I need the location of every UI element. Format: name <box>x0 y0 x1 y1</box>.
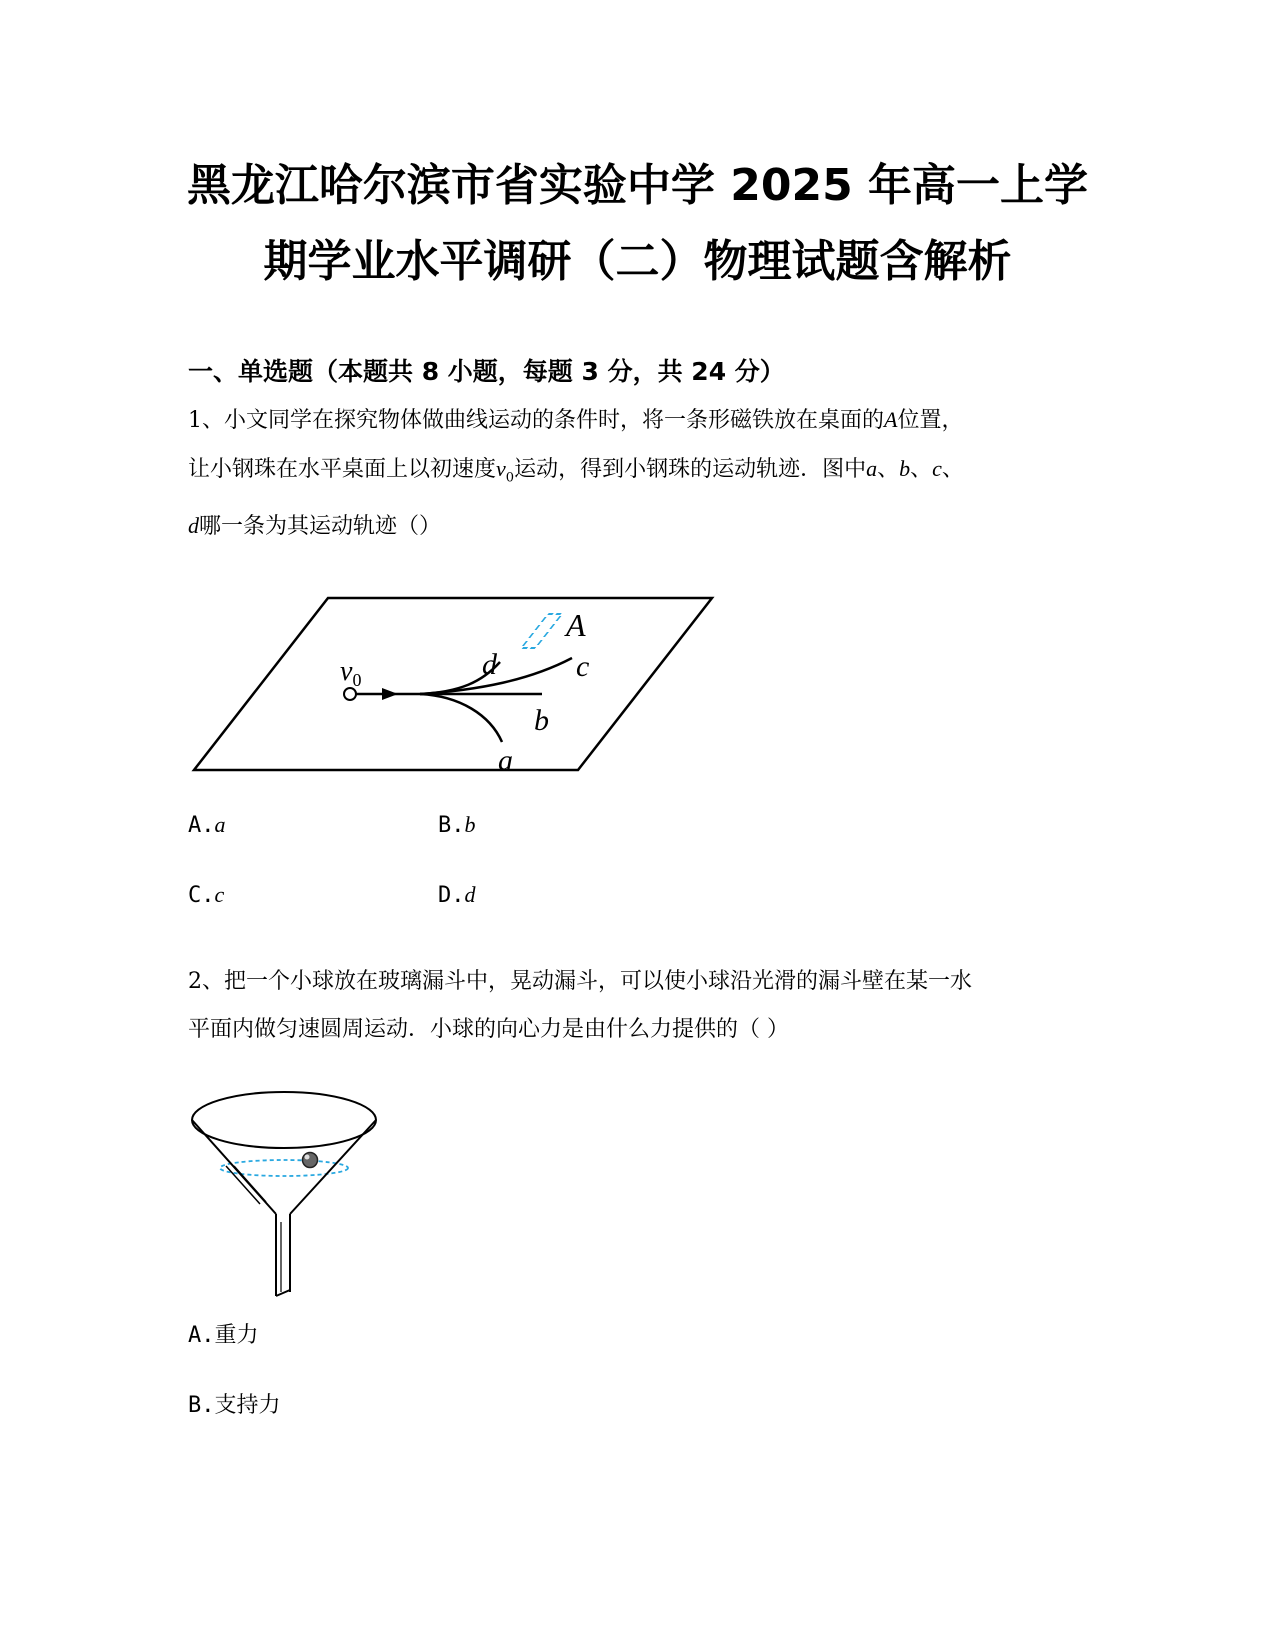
ball <box>303 1153 318 1168</box>
q2-option-b[interactable]: B.支持力 <box>188 1393 281 1418</box>
trajectory-a <box>420 694 502 742</box>
q2-option-a[interactable]: A.重力 <box>188 1323 259 1348</box>
title-line-2: 期学业水平调研（二）物理试题含解析 <box>263 236 1012 287</box>
ball-shine <box>305 1155 310 1160</box>
question-1-text <box>188 396 1088 551</box>
q1-option-c[interactable]: C.c <box>188 882 225 908</box>
magnet-outline <box>521 614 562 648</box>
funnel-rim <box>192 1092 376 1148</box>
q1-line-1: 1、小文同学在探究物体做曲线运动的条件时，将一条形磁铁放在桌面的A位置， <box>188 407 964 433</box>
funnel-highlight-2 <box>234 1166 266 1202</box>
label-a: a <box>498 744 513 777</box>
q1-line-3: d哪一条为其运动轨迹（） <box>188 513 442 540</box>
section-heading: 一、单选题（本题共 8 小题，每题 3 分，共 24 分） <box>188 357 785 386</box>
funnel-highlight-1 <box>226 1166 260 1204</box>
q1-line-2: 让小钢珠在水平桌面上以初速度$v_0$运动，得到小钢珠的运动轨迹．图中a、b、c、 <box>188 456 964 486</box>
q1-option-b[interactable]: B.b <box>438 812 476 838</box>
q2-line-2: 平面内做匀速圆周运动．小球的向心力是由什么力提供的（ ） <box>188 1017 789 1042</box>
q1-figure <box>180 580 720 780</box>
label-A: A <box>566 607 586 643</box>
label-d: d <box>482 648 497 681</box>
table-surface <box>194 598 712 770</box>
q2-funnel-figure <box>186 1084 386 1304</box>
question-2-text <box>188 958 1088 1054</box>
title-line-1: 黑龙江哈尔滨市省实验中学 2025 年高一上学 <box>186 160 1089 211</box>
q2-line-1: 2、把一个小球放在玻璃漏斗中，晃动漏斗，可以使小球沿光滑的漏斗壁在某一水 <box>188 969 972 994</box>
label-c: c <box>576 650 590 683</box>
funnel-wall-right <box>290 1120 376 1214</box>
document-title <box>150 148 1125 300</box>
label-b: b <box>534 704 549 737</box>
stem-tip <box>276 1290 290 1296</box>
q1-option-a[interactable]: A.a <box>188 812 226 838</box>
q1-option-d[interactable]: D.d <box>438 882 476 908</box>
label-v0: $v_0$ <box>340 656 362 690</box>
